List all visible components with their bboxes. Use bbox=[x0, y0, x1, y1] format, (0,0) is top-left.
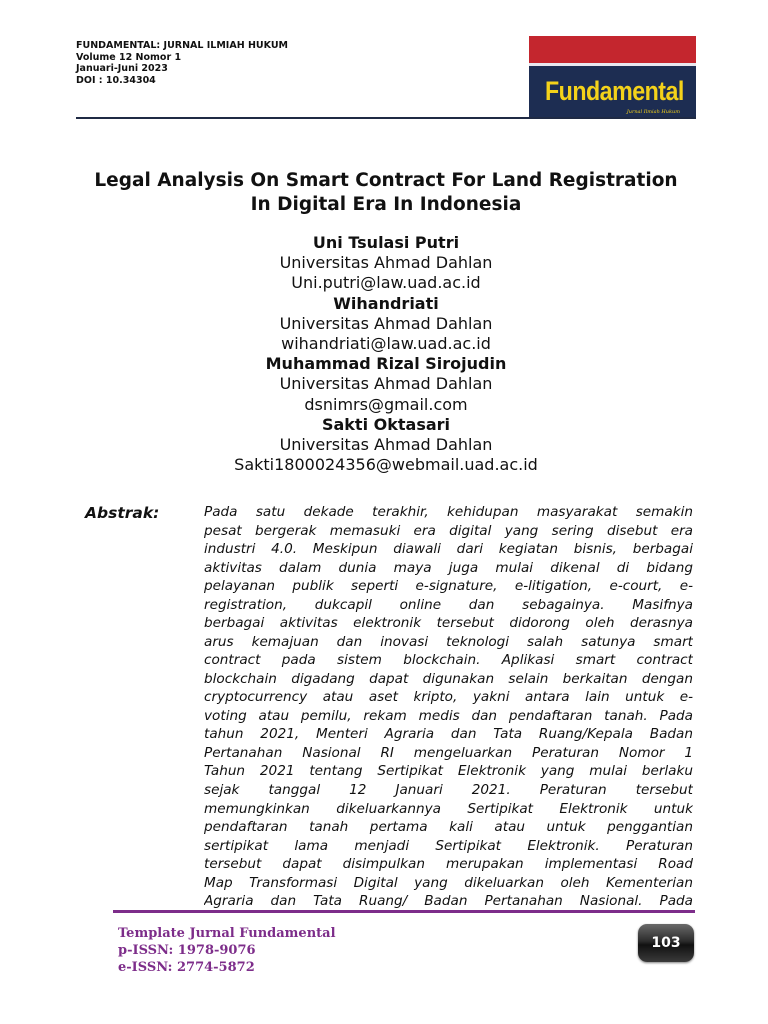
abstract-line: tersebut dapat disimpulkan merupakan implementasi Road bbox=[204, 856, 693, 873]
article-title-line-1: Legal Analysis On Smart Contract For Land Registration bbox=[94, 170, 678, 191]
journal-volume: Volume 12 Nomor 1 bbox=[76, 51, 182, 63]
abstract-line: memungkinkan dikeluarkannya Sertipikat Elektronik untuk bbox=[204, 800, 693, 817]
journal-name: FUNDAMENTAL: JURNAL ILMIAH HUKUM bbox=[76, 40, 288, 51]
abstract-line: tahun 2021, Menteri Agraria dan Tata Ruang/Kepala Badan bbox=[204, 726, 693, 743]
author-block bbox=[76, 233, 696, 294]
author-list bbox=[76, 233, 696, 475]
journal-doi: DOI : 10.34304 bbox=[76, 74, 156, 86]
abstract-line: aktivitas dalam dunia maya juga mulai dikenal di bidang bbox=[204, 559, 693, 576]
author-affiliation: Universitas Ahmad Dahlan bbox=[279, 313, 493, 333]
footer-divider bbox=[113, 910, 695, 913]
abstract-line: industri 4.0. Meskipun diawali dari kegiatan bisnis, berbagai bbox=[204, 541, 693, 558]
abstract-line: cryptocurrency atau aset kripto, yakni antara lain untuk e- bbox=[204, 689, 693, 706]
footer-p-issn: p-ISSN: 1978-9076 bbox=[118, 943, 256, 958]
abstract-line: pesat bergerak memasuki era digital yang sering disebut era bbox=[204, 522, 693, 539]
abstract-line: sertipikat lama menjadi Sertipikat Elektronik. Peraturan bbox=[204, 837, 693, 854]
author-name: Sakti Oktasari bbox=[321, 414, 451, 434]
fundamental-logo bbox=[529, 36, 696, 118]
author-block bbox=[76, 415, 696, 476]
abstract-line: Tahun 2021 tentang Sertipikat Elektronik yang mulai berlaku bbox=[204, 763, 693, 780]
abstract-line: arus kemajuan dan inovasi teknologi salah satunya smart bbox=[204, 633, 693, 650]
abstract-line: Pertanahan Nasional RI mengeluarkan Peraturan Nomor 1 bbox=[204, 744, 693, 761]
author-email: dsnimrs@gmail.com bbox=[304, 394, 468, 414]
author-affiliation: Universitas Ahmad Dahlan bbox=[279, 253, 493, 273]
author-email: wihandriati@law.uad.ac.id bbox=[281, 334, 491, 354]
article-title bbox=[76, 169, 696, 216]
abstract-line: Map Transformasi Digital yang dikeluarkan oleh Kementerian bbox=[204, 874, 693, 891]
header-divider bbox=[76, 117, 696, 119]
abstract-line: pelayanan publik seperti e-signature, e-litigation, e-court, e- bbox=[204, 578, 693, 595]
abstract-line: voting atau pemilu, rekam medis dan pendaftaran tanah. Pada bbox=[204, 707, 693, 724]
page-number-badge: 103 bbox=[638, 924, 694, 962]
author-name: Muhammad Rizal Sirojudin bbox=[265, 354, 507, 374]
abstract-line: Agraria dan Tata Ruang/ Badan Pertanahan Nasional. Pada bbox=[204, 893, 693, 910]
footer-info bbox=[118, 925, 336, 976]
footer-e-issn: e-ISSN: 2774-5872 bbox=[118, 960, 255, 975]
abstract-line: registration, dukcapil online dan sebagainya. Masifnya bbox=[204, 596, 693, 613]
logo-red-band bbox=[529, 36, 696, 63]
logo-wordmark: Fundamental bbox=[545, 76, 684, 106]
article-title-line-2: In Digital Era In Indonesia bbox=[250, 193, 522, 215]
author-block bbox=[76, 354, 696, 415]
abstract-text bbox=[204, 503, 693, 912]
logo-tagline: Jurnal Ilmiah Hukum bbox=[626, 109, 680, 115]
journal-period: Januari-Juni 2023 bbox=[76, 63, 168, 74]
journal-header-meta bbox=[76, 40, 288, 86]
author-affiliation: Universitas Ahmad Dahlan bbox=[279, 435, 493, 455]
abstract-line: sejak tanggal 12 Januari 2021. Peraturan tersebut bbox=[204, 781, 693, 798]
author-name: Uni Tsulasi Putri bbox=[312, 233, 460, 252]
abstract-line: blockchain digadang dapat digunakan selain berkaitan dengan bbox=[204, 670, 693, 687]
author-block bbox=[76, 294, 696, 355]
abstract-line: berbagai aktivitas elektronik tersebut didorong oleh derasnya bbox=[204, 615, 693, 632]
author-affiliation: Universitas Ahmad Dahlan bbox=[279, 374, 493, 394]
footer-template-name: Template Jurnal Fundamental bbox=[118, 926, 336, 941]
author-email: Uni.putri@law.uad.ac.id bbox=[291, 273, 481, 293]
abstract-line: Pada satu dekade terakhir, kehidupan masyarakat semakin bbox=[204, 504, 693, 520]
abstract-label: Abstrak: bbox=[85, 504, 160, 522]
abstract-line: pendaftaran tanah pertama kali atau untuk penggantian bbox=[204, 819, 693, 836]
abstract-line: contract pada sistem blockchain. Aplikasi smart contract bbox=[204, 652, 693, 669]
author-email: Sakti1800024356@webmail.uad.ac.id bbox=[234, 455, 538, 475]
author-name: Wihandriati bbox=[333, 293, 439, 313]
